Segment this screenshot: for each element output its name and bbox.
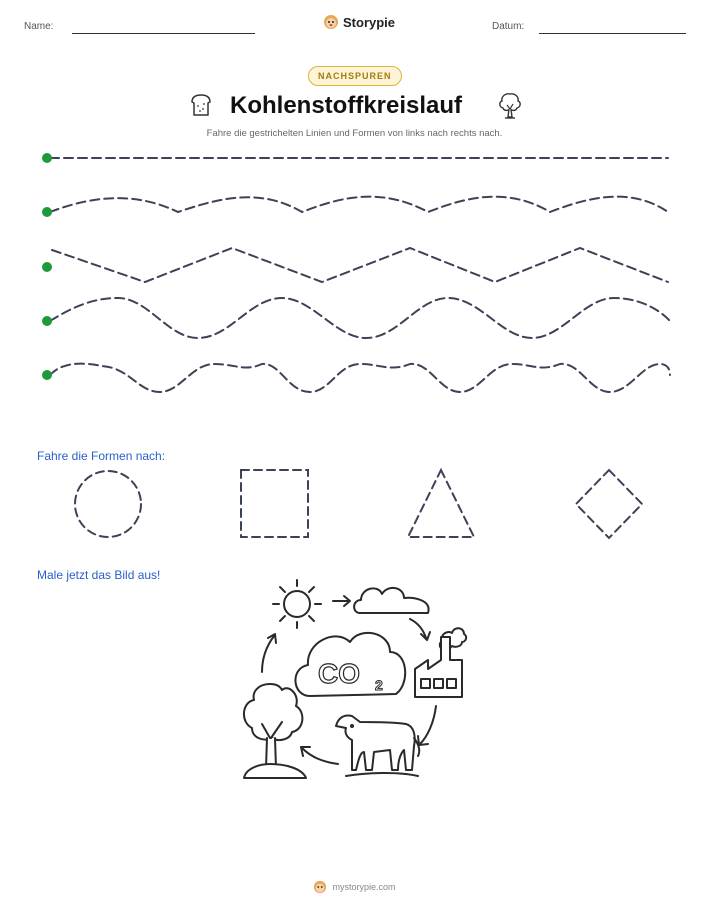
trace-shape-circle[interactable] (75, 471, 141, 537)
storypie-mascot-icon (323, 14, 339, 30)
carbon-cycle-picture[interactable] (236, 572, 472, 784)
co2-text: CO (318, 658, 360, 689)
co2-subscript: 2 (375, 677, 383, 693)
start-dot[interactable] (42, 316, 52, 326)
activity-badge: NACHSPUREN (308, 66, 402, 86)
instructions-text: Fahre die gestrichelten Linien und Formen von links nach rechts nach. (206, 128, 503, 139)
brand-name: Storypie (343, 14, 396, 30)
trace-lines-area (0, 140, 709, 400)
coloring-section-label: Male jetzt das Bild aus! (37, 568, 161, 582)
name-label: Name: (24, 21, 54, 32)
storypie-mascot-icon (313, 880, 327, 894)
trace-shapes-area (0, 460, 709, 550)
shapes-section-label: Fahre die Formen nach: (37, 449, 166, 463)
date-field[interactable] (539, 33, 686, 34)
start-dot[interactable] (42, 370, 52, 380)
trace-shape-triangle[interactable] (408, 470, 474, 537)
cow-icon[interactable] (336, 715, 419, 770)
factory-icon[interactable] (415, 628, 466, 697)
trace-line-wave[interactable] (50, 298, 670, 338)
bread-icon (188, 92, 214, 118)
footer-url[interactable]: mystorypie.com (332, 882, 396, 892)
trace-line-bumpy-wave[interactable] (50, 364, 670, 392)
trace-shape-square[interactable] (241, 470, 308, 537)
footer (0, 880, 709, 894)
co2-cloud-icon[interactable] (295, 633, 405, 696)
date-label: Datum: (492, 21, 525, 32)
trace-line-gentle-wave[interactable] (50, 197, 668, 212)
start-dot[interactable] (42, 207, 52, 217)
trace-line-zigzag[interactable] (52, 248, 668, 282)
tree-title-icon (496, 90, 524, 120)
tree-icon[interactable] (244, 684, 306, 778)
name-field[interactable] (72, 33, 255, 34)
start-dot[interactable] (42, 262, 52, 272)
brand-logo (323, 14, 395, 30)
sun-icon[interactable] (273, 580, 321, 628)
page-title: Kohlenstoffkreislauf (230, 92, 463, 119)
start-dot[interactable] (42, 153, 52, 163)
trace-shape-diamond[interactable] (576, 470, 642, 538)
cloud-icon[interactable] (354, 588, 428, 613)
